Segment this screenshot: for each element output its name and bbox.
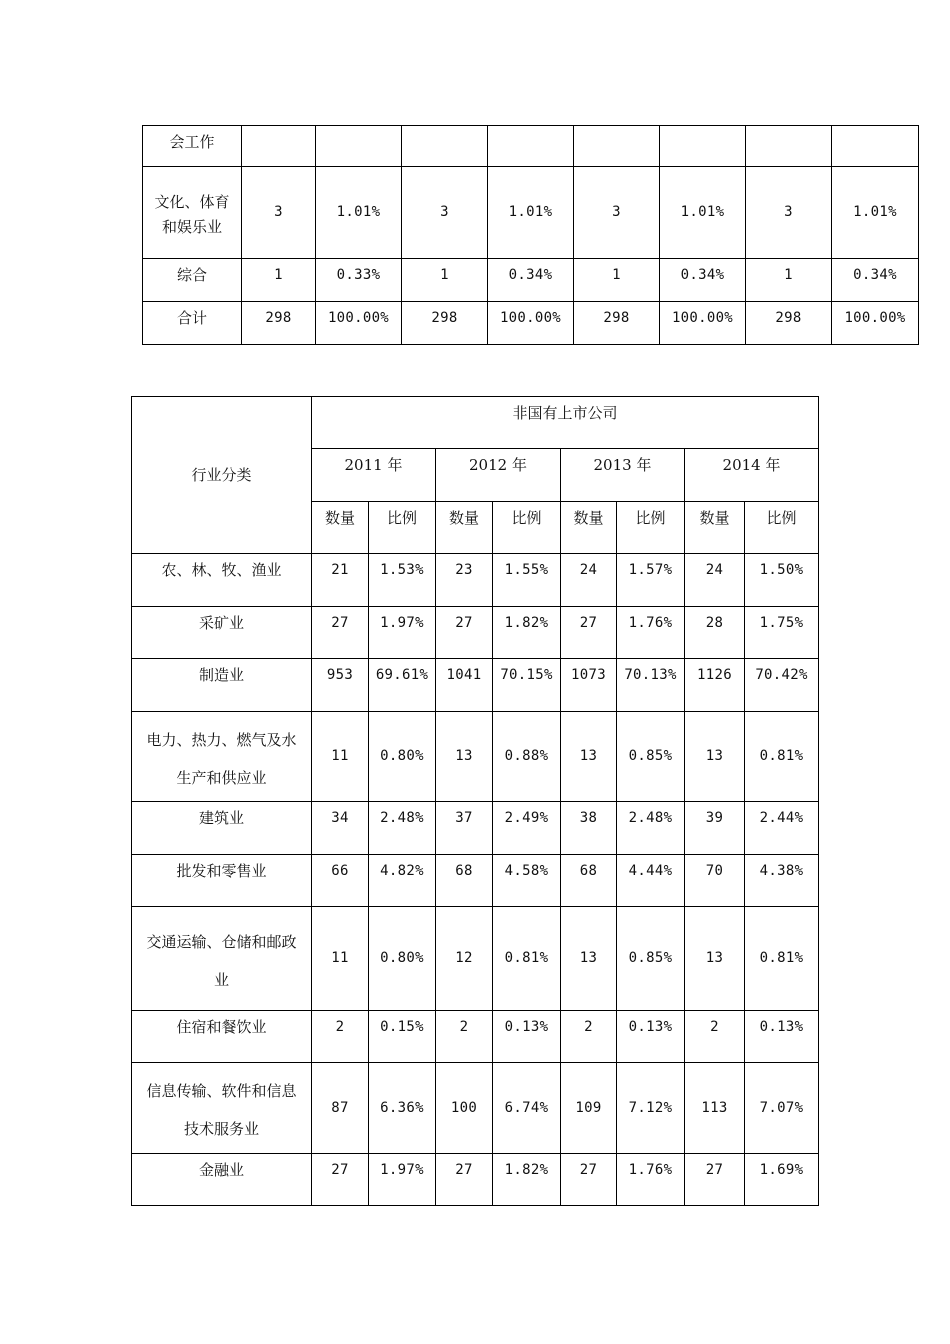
table-cell: 0.81% <box>745 712 819 802</box>
ratio-header: 比例 <box>493 502 561 554</box>
table-cell: 1.82% <box>493 607 561 659</box>
table-cell: 13 <box>436 712 493 802</box>
table-cell: 70.42% <box>745 659 819 712</box>
table-cell: 1.82% <box>493 1154 561 1206</box>
table-cell: 1.01% <box>316 167 402 259</box>
table-cell: 2.44% <box>745 802 819 855</box>
table1-body <box>143 126 919 345</box>
table-cell: 7.12% <box>617 1063 685 1154</box>
table-cell <box>242 126 316 167</box>
table-cell: 27 <box>561 1154 617 1206</box>
row-label: 信息传输、软件和信息技术服务业 <box>132 1063 312 1154</box>
table-row <box>132 659 819 712</box>
table-cell: 11 <box>312 712 369 802</box>
table-cell: 100.00% <box>488 302 574 345</box>
table-cell: 0.34% <box>660 259 746 302</box>
table-cell: 27 <box>436 607 493 659</box>
table2-body <box>132 554 819 1206</box>
table-row <box>143 302 919 345</box>
row-label: 农、林、牧、渔业 <box>132 554 312 607</box>
table-cell: 1.97% <box>369 607 436 659</box>
table-cell: 34 <box>312 802 369 855</box>
table-row <box>132 1063 819 1154</box>
table-cell: 69.61% <box>369 659 436 712</box>
ratio-header: 比例 <box>745 502 819 554</box>
table-cell: 1.55% <box>493 554 561 607</box>
table-cell: 0.81% <box>493 907 561 1011</box>
table-cell: 0.85% <box>617 907 685 1011</box>
table-cell: 7.07% <box>745 1063 819 1154</box>
table-cell: 100.00% <box>316 302 402 345</box>
count-header: 数量 <box>561 502 617 554</box>
table-cell: 21 <box>312 554 369 607</box>
table-cell: 1 <box>746 259 832 302</box>
table-cell: 4.58% <box>493 855 561 907</box>
group-header: 非国有上市公司 <box>312 397 819 449</box>
table-row <box>132 802 819 855</box>
row-label: 合计 <box>143 302 242 345</box>
row-label: 采矿业 <box>132 607 312 659</box>
table-cell <box>402 126 488 167</box>
row-label: 制造业 <box>132 659 312 712</box>
table-cell <box>316 126 402 167</box>
table-row <box>132 907 819 1011</box>
table-row <box>143 126 919 167</box>
table-cell: 1.50% <box>745 554 819 607</box>
row-label: 批发和零售业 <box>132 855 312 907</box>
table-row <box>143 167 919 259</box>
row-label: 住宿和餐饮业 <box>132 1011 312 1063</box>
table-cell: 3 <box>574 167 660 259</box>
table-cell: 13 <box>685 712 745 802</box>
table-cell: 3 <box>402 167 488 259</box>
table-row <box>132 607 819 659</box>
table-cell: 2.48% <box>617 802 685 855</box>
table-cell: 27 <box>312 607 369 659</box>
table-row <box>143 259 919 302</box>
table-cell: 298 <box>242 302 316 345</box>
table-cell: 1.01% <box>832 167 919 259</box>
table-cell: 1 <box>574 259 660 302</box>
table-cell: 4.82% <box>369 855 436 907</box>
ratio-header: 比例 <box>617 502 685 554</box>
header-row-group <box>132 397 819 449</box>
table-cell: 70.15% <box>493 659 561 712</box>
table-row <box>132 1011 819 1063</box>
table-cell: 68 <box>561 855 617 907</box>
table-cell: 0.81% <box>745 907 819 1011</box>
count-header: 数量 <box>312 502 369 554</box>
table-cell: 27 <box>685 1154 745 1206</box>
table-cell: 1.53% <box>369 554 436 607</box>
count-header: 数量 <box>436 502 493 554</box>
table-cell: 100.00% <box>832 302 919 345</box>
row-label: 电力、热力、燃气及水生产和供应业 <box>132 712 312 802</box>
table-cell: 4.44% <box>617 855 685 907</box>
table-cell: 109 <box>561 1063 617 1154</box>
table-cell: 1.97% <box>369 1154 436 1206</box>
table-cell: 24 <box>561 554 617 607</box>
ratio-header: 比例 <box>369 502 436 554</box>
table-cell: 38 <box>561 802 617 855</box>
table-cell: 0.85% <box>617 712 685 802</box>
table-cell: 0.13% <box>617 1011 685 1063</box>
table-cell: 28 <box>685 607 745 659</box>
table-cell: 11 <box>312 907 369 1011</box>
table-cell: 953 <box>312 659 369 712</box>
row-label: 文化、体育和娱乐业 <box>143 167 242 259</box>
non-state-listed-companies-table <box>131 396 819 1206</box>
count-header: 数量 <box>685 502 745 554</box>
table-cell <box>660 126 746 167</box>
table-cell: 70 <box>685 855 745 907</box>
year-header: 2013 年 <box>561 449 685 502</box>
table-cell: 1073 <box>561 659 617 712</box>
table-cell: 27 <box>436 1154 493 1206</box>
table-row <box>132 855 819 907</box>
table-cell <box>832 126 919 167</box>
table-row <box>132 712 819 802</box>
table-cell: 12 <box>436 907 493 1011</box>
table-cell: 0.80% <box>369 907 436 1011</box>
table-cell: 298 <box>746 302 832 345</box>
table-cell: 0.13% <box>493 1011 561 1063</box>
table-cell: 1.75% <box>745 607 819 659</box>
table-cell: 2 <box>561 1011 617 1063</box>
table-cell: 1 <box>242 259 316 302</box>
row-label: 综合 <box>143 259 242 302</box>
table-cell: 2.48% <box>369 802 436 855</box>
table-cell: 24 <box>685 554 745 607</box>
table-cell <box>574 126 660 167</box>
table-cell: 100 <box>436 1063 493 1154</box>
table-cell: 2 <box>312 1011 369 1063</box>
year-header: 2011 年 <box>312 449 436 502</box>
table-cell: 6.74% <box>493 1063 561 1154</box>
table-cell: 13 <box>561 712 617 802</box>
table-cell: 27 <box>312 1154 369 1206</box>
table-cell: 3 <box>746 167 832 259</box>
table-cell: 0.33% <box>316 259 402 302</box>
table-cell: 13 <box>561 907 617 1011</box>
year-header: 2012 年 <box>436 449 561 502</box>
category-header: 行业分类 <box>132 397 312 554</box>
table-cell: 23 <box>436 554 493 607</box>
table-cell: 1.01% <box>660 167 746 259</box>
table-cell: 0.34% <box>488 259 574 302</box>
year-header: 2014 年 <box>685 449 819 502</box>
table-cell: 0.15% <box>369 1011 436 1063</box>
table-cell <box>488 126 574 167</box>
table-row <box>132 554 819 607</box>
table-cell: 1.01% <box>488 167 574 259</box>
table-cell: 1.69% <box>745 1154 819 1206</box>
table-cell: 87 <box>312 1063 369 1154</box>
table2-header <box>132 397 819 554</box>
table-cell: 4.38% <box>745 855 819 907</box>
table-cell: 39 <box>685 802 745 855</box>
table-cell: 0.13% <box>745 1011 819 1063</box>
table-cell: 1.57% <box>617 554 685 607</box>
table-cell: 3 <box>242 167 316 259</box>
table-cell: 27 <box>561 607 617 659</box>
table-cell <box>746 126 832 167</box>
table-cell: 2 <box>685 1011 745 1063</box>
table-cell: 0.34% <box>832 259 919 302</box>
table-cell: 113 <box>685 1063 745 1154</box>
industry-table-continued <box>142 125 919 345</box>
table-cell: 298 <box>402 302 488 345</box>
table-cell: 68 <box>436 855 493 907</box>
table-cell: 70.13% <box>617 659 685 712</box>
table-cell: 2 <box>436 1011 493 1063</box>
table-cell: 1.76% <box>617 607 685 659</box>
table-cell: 1041 <box>436 659 493 712</box>
table-cell: 6.36% <box>369 1063 436 1154</box>
row-label: 金融业 <box>132 1154 312 1206</box>
table-cell: 298 <box>574 302 660 345</box>
table-cell: 100.00% <box>660 302 746 345</box>
table-cell: 0.88% <box>493 712 561 802</box>
table-cell: 66 <box>312 855 369 907</box>
table-cell: 1 <box>402 259 488 302</box>
table-cell: 13 <box>685 907 745 1011</box>
table-cell: 2.49% <box>493 802 561 855</box>
table-cell: 1126 <box>685 659 745 712</box>
row-label: 建筑业 <box>132 802 312 855</box>
row-label: 交通运输、仓储和邮政业 <box>132 907 312 1011</box>
table-row <box>132 1154 819 1206</box>
table-cell: 37 <box>436 802 493 855</box>
table-cell: 1.76% <box>617 1154 685 1206</box>
row-label: 会工作 <box>143 126 242 167</box>
table-cell: 0.80% <box>369 712 436 802</box>
